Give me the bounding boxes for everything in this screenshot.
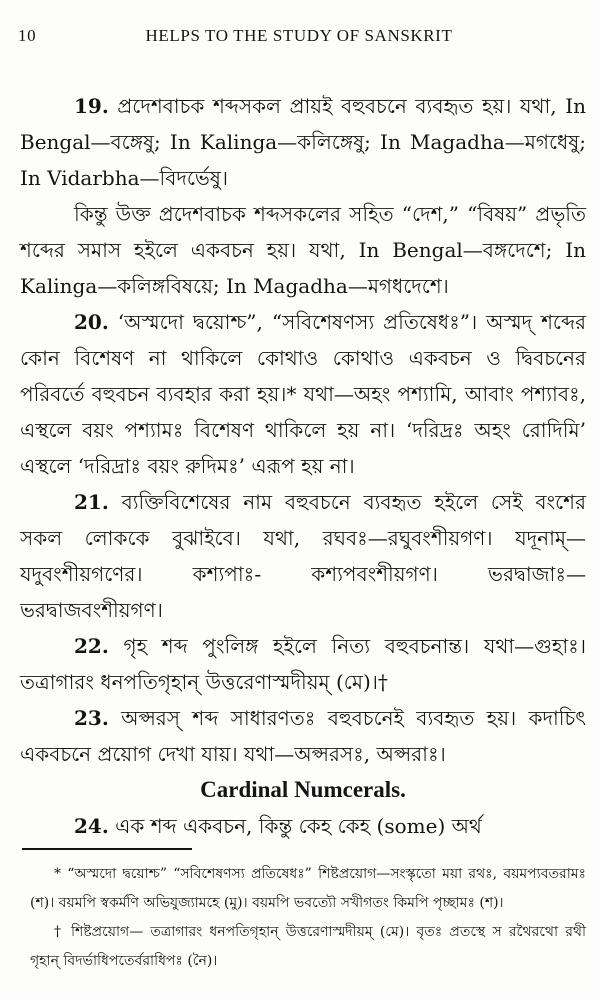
paragraph-text: ব্যক্তিবিশেষের নাম বহুবচনে ব্যবহৃত হইলে সেই বংশের সকল লোককে বুঝাইবে। যথা, রঘবঃ—রঘুবংশীয়গণ। যদূনাম্—যদুবংশীয়গণের। কশ্যপাঃ- কশ্যপবংশীয়গণ। ভরদ্বাজাঃ—ভরদ্বাজবংশীয়গণ। (20, 490, 587, 622)
body-text (20, 88, 586, 844)
paragraph-number: 22. (74, 634, 109, 658)
paragraph-19 (20, 88, 586, 196)
paragraph-20 (20, 304, 586, 484)
paragraph-number: 20. (74, 310, 109, 334)
paragraph-21 (20, 484, 586, 628)
paragraph-text: ‘অস্মদো দ্বয়োশ্চ”, “সবিশেষণস্য প্রতিষেধঃ”। অস্মদ্ শব্দের কোন বিশেষণ না থাকিলে কোথাও কোথাও একবচন ও দ্বিবচনের পরিবর্তে বহুবচন ব্যবহার করা হয়।* যথা—অহং পশ্যামি, আবাং পশ্যাবঃ, এস্থলে বয়ং পশ্যামঃ বিশেষণ থাকিলে হয় না। ‘দরিদ্রঃ অহং রোদিমি’ এস্থলে ‘দরিদ্রাঃ বয়ং রুদিমঃ’ এরূপ হয় না। (20, 310, 586, 478)
footnotes (30, 860, 586, 976)
paragraph-19-continued (20, 196, 586, 304)
page-number: 10 (18, 26, 37, 45)
footnote-dagger: † শিষ্টপ্রয়োগ— তত্রাগারং ধনপতিগৃহান্ উত্তরেণাস্মদীয়ম্ (মে)। বৃতঃ প্রতস্থে স রথৈরথো রথী গৃহান্ বিদর্ভাধিপতের্বরাধিপঃ (নৈ)। (30, 924, 586, 969)
paragraph-text: অপ্সরস্ শব্দ সাধারণতঃ বহুবচনেই ব্যবহৃত হয়। কদাচিৎ একবচনে প্রয়োগ দেখা যায়। যথা—অপ্সরসঃ, অপ্সরাঃ। (20, 706, 586, 766)
paragraph-number: 21. (74, 490, 109, 514)
paragraph-text: কিন্তু উক্ত প্রদেশবাচক শব্দসকলের সহিত “দেশ,” “বিষয়” প্রভৃতি শব্দের সমাস হইলে একবচন হয়। যথা, In Bengal—বঙ্গদেশে; In Kalinga—কলিঙ্গবিষয়ে; In Magadha—মগধদেশে। (20, 202, 586, 298)
paragraph-number: 19. (74, 94, 109, 118)
section-heading: Cardinal Numcerals. (200, 777, 406, 802)
paragraph-22 (20, 628, 586, 700)
book-title: HELPS TO THE STUDY OF SANSKRIT (145, 26, 453, 45)
paragraph-24 (20, 808, 586, 844)
paragraph-text: প্রদেশবাচক শব্দসকল প্রায়ই বহুবচনে ব্যবহৃত হয়। যথা, In Bengal—বঙ্গেষু; In Kalinga—কলিঙ্গেষু; In Magadha—মগধেষু; In Vidarbha—বিদর্ভেষু। (20, 94, 586, 190)
paragraph-23 (20, 700, 586, 772)
paragraph-number: 23. (74, 706, 109, 730)
paragraph-text: এক শব্দ একবচন, কিন্তু কেহ কেহ (some) অর্থ (115, 814, 482, 838)
footnote-divider (22, 848, 192, 850)
paragraph-number: 24. (74, 814, 109, 838)
running-head (18, 26, 580, 48)
paragraph-text: গৃহ শব্দ পুংলিঙ্গ হইলে নিত্য বহুবচনান্ত। যথা—গুহাঃ। তত্রাগারং ধনপতিগৃহান্ উত্তরেণাস্মদীয়ম্ (মে)।† (20, 634, 586, 694)
footnote-asterisk: * “অস্মদো দ্বয়োশ্চ” “সবিশেষণস্য প্রতিষেধঃ” শিষ্টপ্রয়োগ—সংস্কৃতো ময়া রথঃ, বয়মপ্যবতরামঃ (শ)। বয়মপি স্বকর্মণি অভিযুজ্যামহে (মু)। বয়মপি ভবত্যৌ সখীগতং কিমপি পৃচ্ছামঃ (শ)। (30, 866, 586, 911)
